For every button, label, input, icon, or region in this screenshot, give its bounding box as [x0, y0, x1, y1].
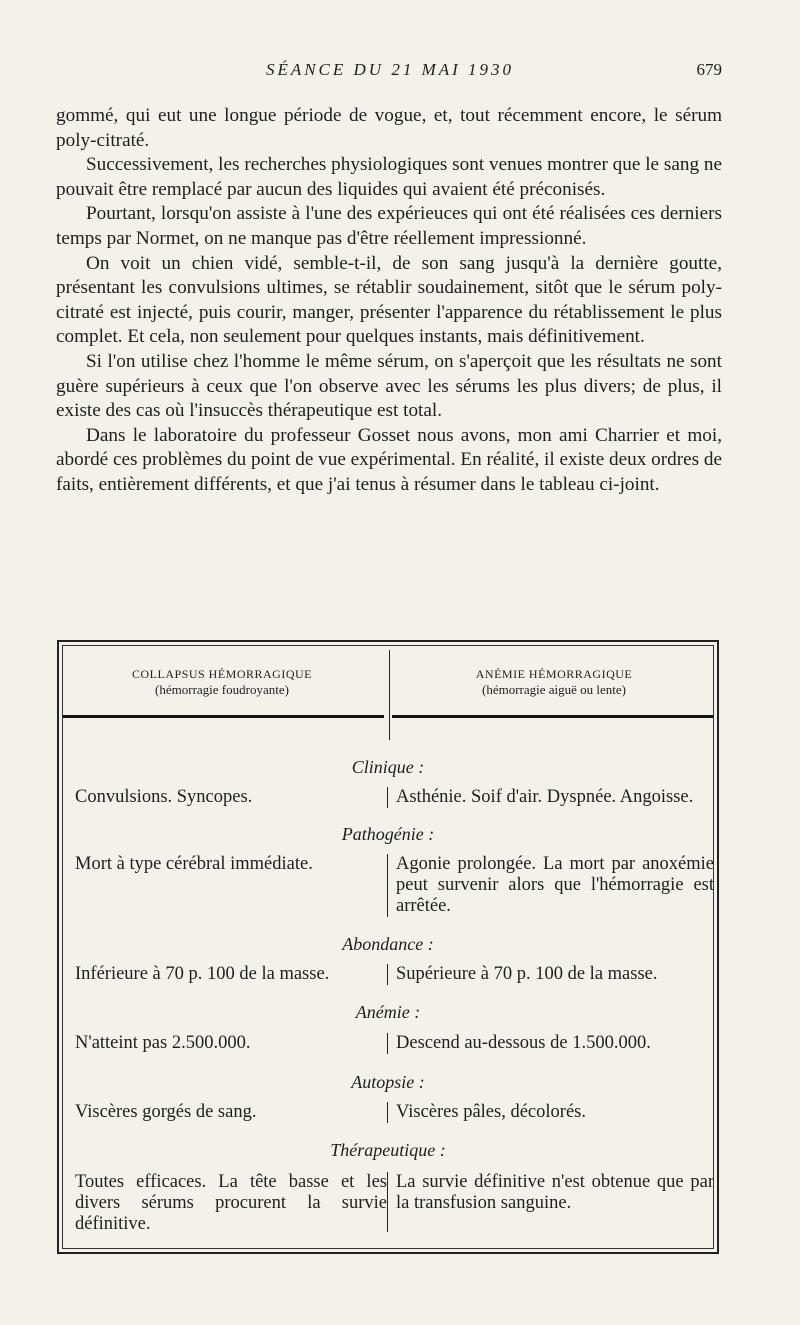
abondance-right: Supérieure à 70 p. 100 de la masse. — [387, 964, 714, 985]
header-divider — [389, 650, 390, 740]
abondance-left: Inférieure à 70 p. 100 de la masse. — [75, 964, 330, 984]
page-header — [58, 60, 722, 86]
paragraph: gommé, qui eut une longue période de vogue, et, tout récemment encore, le sérum poly-citraté. — [56, 105, 722, 151]
header-rule-right — [392, 715, 714, 718]
section-title-clinique: Clinique : — [351, 757, 425, 777]
therapeutique-left: Toutes efficaces. La tête basse et les divers sérums procurent la survie définitive. — [75, 1172, 387, 1234]
autopsie-left: Viscères gorgés de sang. — [75, 1102, 257, 1122]
body-text — [56, 104, 722, 498]
clinique-left: Convulsions. Syncopes. — [75, 787, 253, 807]
anemie-left: N'atteint pas 2.500.000. — [75, 1033, 251, 1053]
left-column-header — [62, 666, 382, 698]
section-title-therapeutique: Thérapeutique : — [330, 1140, 446, 1160]
paragraph: Pourtant, lorsqu'on assiste à l'une des expérieuces qui ont été réalisées ces derniers temps par Normet, on ne manque pas d'être réellement impressionné. — [56, 203, 722, 249]
section-title-pathogenie: Pathogénie : — [341, 824, 435, 844]
section-title-anemie: Anémie : — [355, 1002, 421, 1022]
section-title-abondance: Abondance : — [342, 934, 434, 954]
paragraph: Dans le laboratoire du professeur Gosset nous avons, mon ami Charrier et moi, abordé ces problèmes du point de vue expérimental. En réalité, il existe deux ordres de faits, entièrement différents, et que j'ai tenus à résumer dans le tableau ci-joint. — [56, 424, 722, 495]
header-rule-left — [62, 715, 384, 718]
paragraph: Successivement, les recherches physiologiques sont venues montrer que le sang ne pouvait être remplacé par aucun des liquides qui avaient été préconisés. — [56, 154, 722, 200]
right-header-title: ANÉMIE HÉMORRAGIQUE — [475, 667, 633, 681]
pathogenie-right: Agonie prolongée. La mort par anoxémie peut survenir alors que l'hémorragie est arrêtée. — [387, 854, 714, 917]
left-header-title: COLLAPSUS HÉMORRAGIQUE — [131, 667, 312, 681]
left-header-subtitle: (hémorragie foudroyante) — [155, 682, 289, 697]
paragraph: Si l'on utilise chez l'homme le même sérum, on s'aperçoit que les résultats ne sont guère supérieurs à ceux que l'on observe avec les sérums les plus divers; de plus, il existe des cas où l'insuccès thérapeutique est total. — [56, 350, 722, 422]
comparison-table — [57, 640, 719, 1254]
right-column-header — [394, 666, 714, 698]
anemie-right: Descend au-dessous de 1.500.000. — [387, 1033, 714, 1054]
clinique-right: Asthénie. Soif d'air. Dyspnée. Angoisse. — [387, 787, 714, 808]
paragraph: On voit un chien vidé, semble-t-il, de son sang jusqu'à la dernière goutte, présentant les convulsions ultimes, se rétablir soudainement, sitôt que le sérum poly-citraté est injecté, puis courir, manger, présenter l'apparence du rétablissement le plus complet. Et cela, non seulement pour quelques instants, mais définitivement. — [56, 252, 722, 348]
autopsie-right: Viscères pâles, décolorés. — [387, 1102, 714, 1123]
therapeutique-right: La survie définitive n'est obtenue que par la transfusion sanguine. — [387, 1172, 714, 1232]
running-title: SÉANCE DU 21 MAI 1930 — [265, 60, 515, 79]
page-number: 679 — [696, 60, 722, 79]
right-header-subtitle: (hémorragie aiguë ou lente) — [481, 682, 626, 697]
pathogenie-left: Mort à type cérébral immédiate. — [75, 854, 313, 874]
section-title-autopsie: Autopsie : — [351, 1072, 425, 1092]
